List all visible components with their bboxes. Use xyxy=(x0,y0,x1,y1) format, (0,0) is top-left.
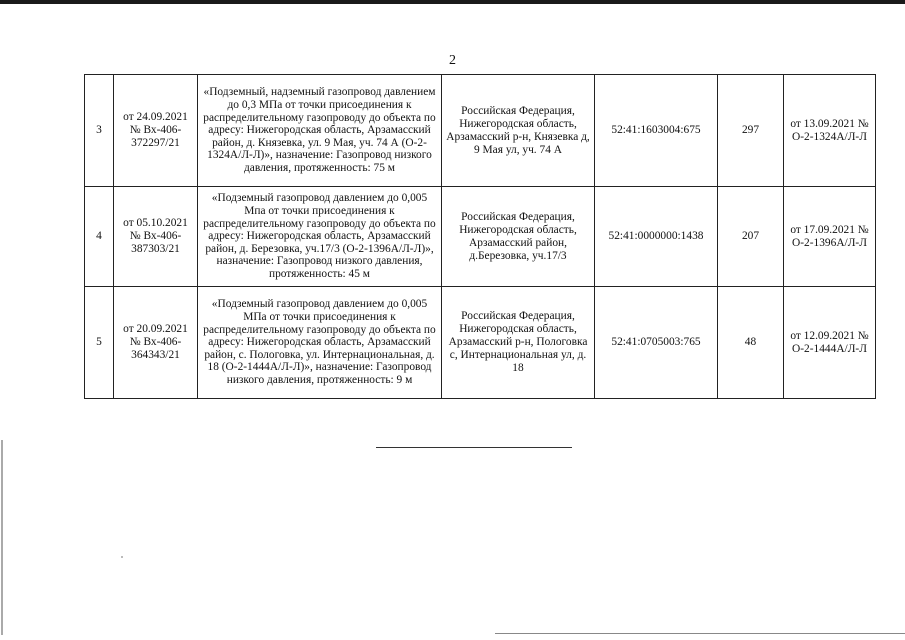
permit-cell: от 13.09.2021 № О-2-1324А/Л-Л xyxy=(784,75,876,187)
table-row xyxy=(85,75,876,187)
cadastral-number-cell: 52:41:0705003:765 xyxy=(595,287,718,399)
scan-edge-mark xyxy=(1,440,3,635)
table-row xyxy=(85,287,876,399)
address-cell: Российская Федерация, Нижегородская область, Арзамасский район, д.Березовка, уч.17/3 xyxy=(442,187,595,287)
area-cell: 207 xyxy=(718,187,784,287)
address-cell: Российская Федерация, Нижегородская область, Арзамасский р-н, Князевка д, 9 Мая ул, уч. 74 А xyxy=(442,75,595,187)
scan-speck xyxy=(121,556,123,558)
scan-top-border xyxy=(0,0,905,4)
table-row xyxy=(85,187,876,287)
row-index: 5 xyxy=(85,287,114,399)
address-cell: Российская Федерация, Нижегородская область, Арзамасский р-н, Пологовка с, Интернациональная ул, д. 18 xyxy=(442,287,595,399)
request-cell: от 05.10.2021 № Вх-406-387303/21 xyxy=(114,187,198,287)
row-index: 3 xyxy=(85,75,114,187)
permit-cell: от 12.09.2021 № О-2-1444А/Л-Л xyxy=(784,287,876,399)
area-cell: 48 xyxy=(718,287,784,399)
scan-bottom-line xyxy=(495,633,905,634)
object-description-cell: «Подземный газопровод давлением до 0,005 Мпа от точки присоединения к распределительному газопроводу до объекта по адресу: Нижегородская область, Арзамасский район, д. Березовка, уч.17/3 (О-2-1396А/Л-Л)», назначение: Газопровод низкого давления, протяженность: 45 м xyxy=(198,187,442,287)
request-cell: от 20.09.2021 № Вх-406-364343/21 xyxy=(114,287,198,399)
object-description-cell: «Подземный газопровод давлением до 0,005 МПа от точки присоединения к распределительному газопроводу до объекта по адресу: Нижегородская область, Арзамасский район, с. Пологовка, ул. Интернациональная, д. 18 (О-2-1444А/Л-Л)», назначение: Газопровод низкого давления, протяженность: 9 м xyxy=(198,287,442,399)
cadastral-number-cell: 52:41:1603004:675 xyxy=(595,75,718,187)
document-end-line xyxy=(376,447,572,448)
permit-cell: от 17.09.2021 № О-2-1396А/Л-Л xyxy=(784,187,876,287)
cadastral-number-cell: 52:41:0000000:1438 xyxy=(595,187,718,287)
page-number: 2 xyxy=(449,53,456,68)
row-index: 4 xyxy=(85,187,114,287)
area-cell: 297 xyxy=(718,75,784,187)
objects-table xyxy=(84,74,876,399)
request-cell: от 24.09.2021 № Вх-406-372297/21 xyxy=(114,75,198,187)
object-description-cell: «Подземный, надземный газопровод давлением до 0,3 МПа от точки присоединения к распределительному газопроводу до объекта по адресу: Нижегородская область, Арзамасский район, д. Князевка, ул. 9 Мая, уч. 74 А (О-2-1324А/Л-Л)», назначение: Газопровод низкого давления, протяженность: 75 м xyxy=(198,75,442,187)
